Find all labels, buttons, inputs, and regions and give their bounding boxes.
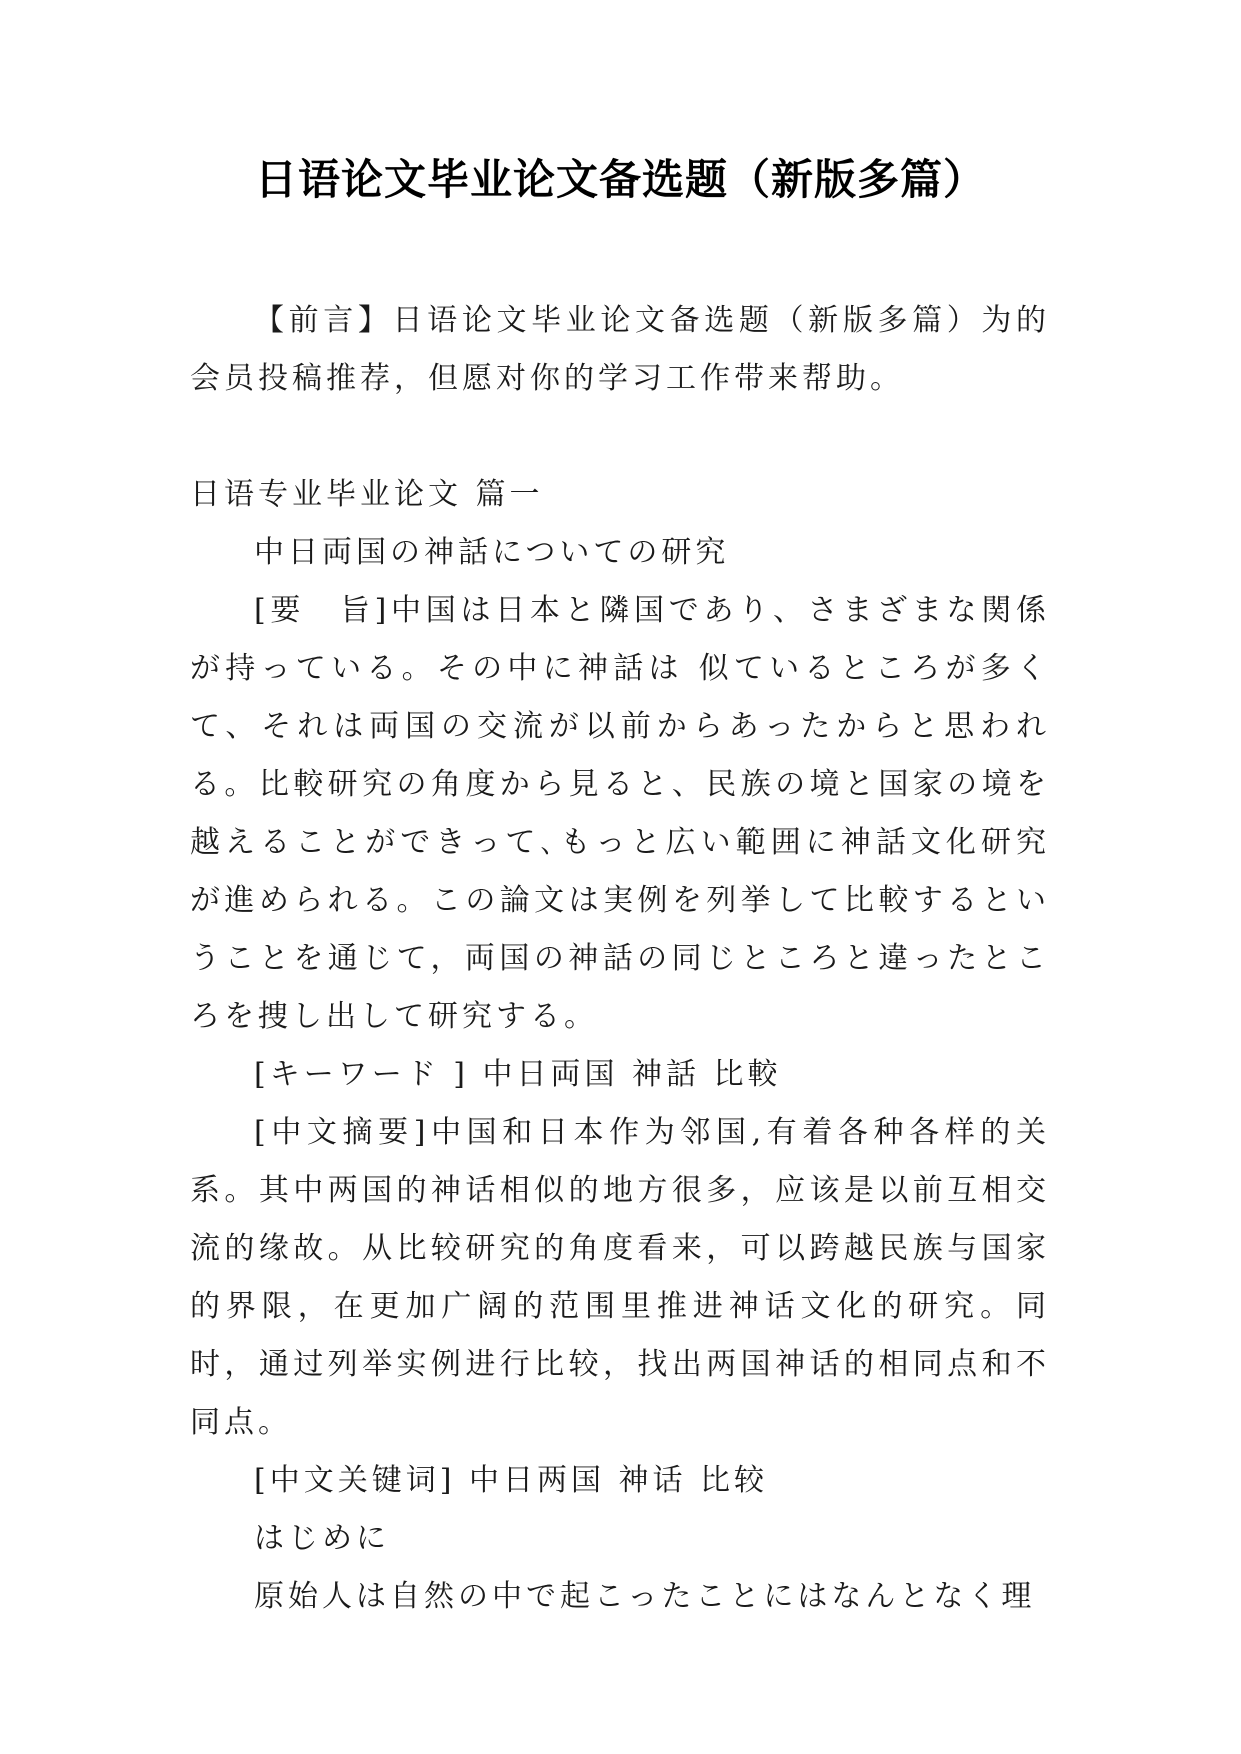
intro-heading: はじめに bbox=[254, 1521, 390, 1556]
preface-paragraph: 【前言】日语论文毕业论文备选题（新版多篇）为的会员投稿推荐，但愿对你的学习工作带来帮助。 bbox=[190, 303, 1050, 396]
section-heading: 日语专业毕业论文 篇一 bbox=[190, 477, 544, 512]
document-body bbox=[190, 292, 1050, 1626]
document-title: 日语论文毕业论文备选题（新版多篇） bbox=[254, 155, 986, 204]
paper-title: 中日両国の神話についての研究 bbox=[254, 535, 730, 570]
abstract-japanese: [要 旨]中国は日本と隣国であり、さまざまな関係が持っている。その中に神話は 似ているところが多くて、それは両国の交流が以前からあったからと思われる。比較研究の角度から見ると、民族の境と国家の境を越えることができって､もっと広い範囲に神話文化研究が進められる。この論文は実例を列挙して比較するということを通じて，両国の神話の同じところと違ったところを捜し出して研究する。 bbox=[190, 593, 1050, 1034]
keywords-japanese: [キーワード ] 中日両国 神話 比較 bbox=[254, 1057, 782, 1092]
intro-paragraph: 原始人は自然の中で起こったことにはなんとなく理 bbox=[254, 1579, 1036, 1614]
paragraph-spacer bbox=[190, 408, 1050, 466]
keywords-chinese: [中文关键词] 中日两国 神话 比较 bbox=[254, 1463, 769, 1498]
abstract-chinese: [中文摘要]中国和日本作为邻国,有着各种各样的关系。其中两国的神话相似的地方很多，应该是以前互相交流的缘故。从比较研究的角度看来，可以跨越民族与国家的界限，在更加广阔的范围里推进神话文化的研究。同时，通过列举实例进行比较，找出两国神话的相同点和不同点。 bbox=[190, 1115, 1050, 1440]
